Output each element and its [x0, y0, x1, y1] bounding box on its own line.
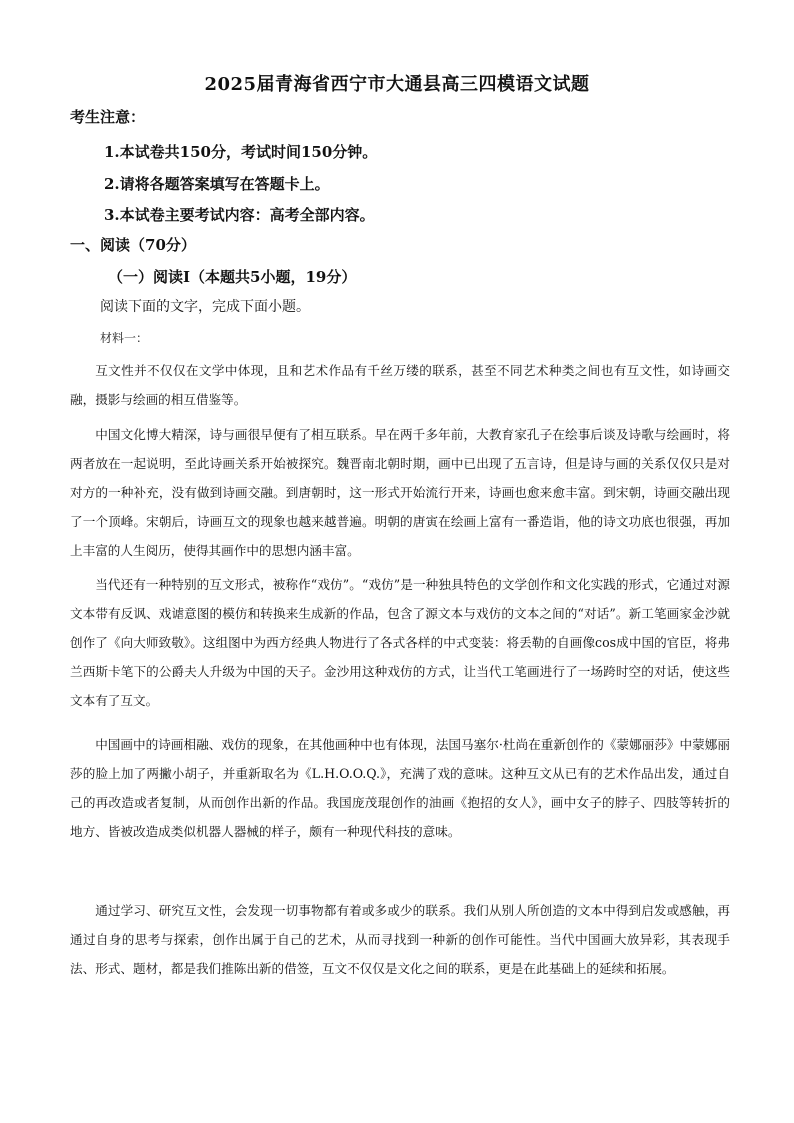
passage-paragraph-4: [70, 730, 730, 846]
paragraph-text: 通过学习、研究互文性，会发现一切事物都有着或多或少的联系。我们从别人所创造的文本中得到启发或感触，再通过自身的思考与探索，创作出属于自己的艺术，从而寻找到一种新的创作可能性。当代中国画大放异彩，其表现手法、形式、题材，都是我们推陈出新的借签，互文不仅仅是文化之间的联系，更是在此基础上的延续和拓展。: [70, 903, 730, 976]
paragraph-text: 中国画中的诗画相融、戏仿的现象，在其他画种中也有体现，法国马塞尔·杜尚在重新创作的《蒙娜丽莎》中蒙娜丽莎的脸上加了两撇小胡子，并重新取名为《L.H.O.O.Q.》，充满了戏的意味。这种互文从已有的艺术作品出发，通过自己的再改造或者复制，从而创作出新的作品。我国庞茂琨创作的油画《抱招的女人》，画中女子的脖子、四肢等转折的地方、皆被改造成类似机器人器械的样子，颇有一种现代科技的意味。: [70, 737, 730, 839]
paragraph-text: 中国文化博大精深，诗与画很早便有了相互联系。早在两千多年前，大教育家孔子在绘事后谈及诗歌与绘画时，将两者放在一起说明，至此诗画关系开始被探究。魏晋南北朝时期，画中已出现了五言诗，但是诗与画的关系仅仅只是对对方的一种补充，没有做到诗画交融。到唐朝时，这一形式开始流行开来，诗画也愈来愈丰富。到宋朝，诗画交融出现了一个顶峰。宋朝后，诗画互文的现象也越来越普遍。明朝的唐寅在绘画上富有一番造诣，他的诗文功底也很强，再加上丰富的人生阅历，使得其画作中的思想内涵丰富。: [70, 427, 730, 558]
subsection-heading: （一）阅读Ⅰ（本题共5小题，19分）: [108, 268, 357, 286]
passage-paragraph-2: [70, 420, 730, 565]
notice-item-2: 2.请将各题答案填写在答题卡上。: [104, 175, 330, 193]
notice-heading: 考生注意：: [70, 108, 146, 126]
paragraph-text: 当代还有一种特别的互文形式，被称作“戏仿”。“戏仿”是一种独具特色的文学创作和文化实践的形式，它通过对源文本带有反讽、戏谑意图的模仿和转换来生成新的作品，包含了源文本与戏仿的文本之间的“对话”。新工笔画家金沙就创作了《向大师致敬》。这组图中为西方经典人物进行了各式各样的中式变装：将丢勒的自画像cos成中国的官臣，将弗兰西斯卡笔下的公爵夫人升级为中国的天子。金沙用这种戏仿的方式，让当代工笔画进行了一场跨时空的对话，使这些文本有了互文。: [70, 577, 730, 708]
paragraph-text: 互文性并不仅仅在文学中体现，且和艺术作品有千丝万缕的联系，甚至不同艺术种类之间也有互文性，如诗画交融，摄影与绘画的相互借鉴等。: [70, 363, 730, 407]
material-label: 材料一：: [100, 331, 149, 345]
notice-item-3: 3.本试卷主要考试内容：高考全部内容。: [104, 206, 375, 224]
exam-title: 2025届青海省西宁市大通县高三四模语文试题: [204, 74, 590, 95]
passage-paragraph-3: [70, 570, 730, 715]
reading-instruction: 阅读下面的文字，完成下面小题。: [100, 299, 310, 315]
section-heading: 一、阅读（70分）: [70, 236, 196, 254]
passage-paragraph-5: [70, 896, 730, 983]
notice-item-1: 1.本试卷共150分，考试时间150分钟。: [104, 143, 378, 161]
passage-paragraph-1: [70, 356, 730, 414]
